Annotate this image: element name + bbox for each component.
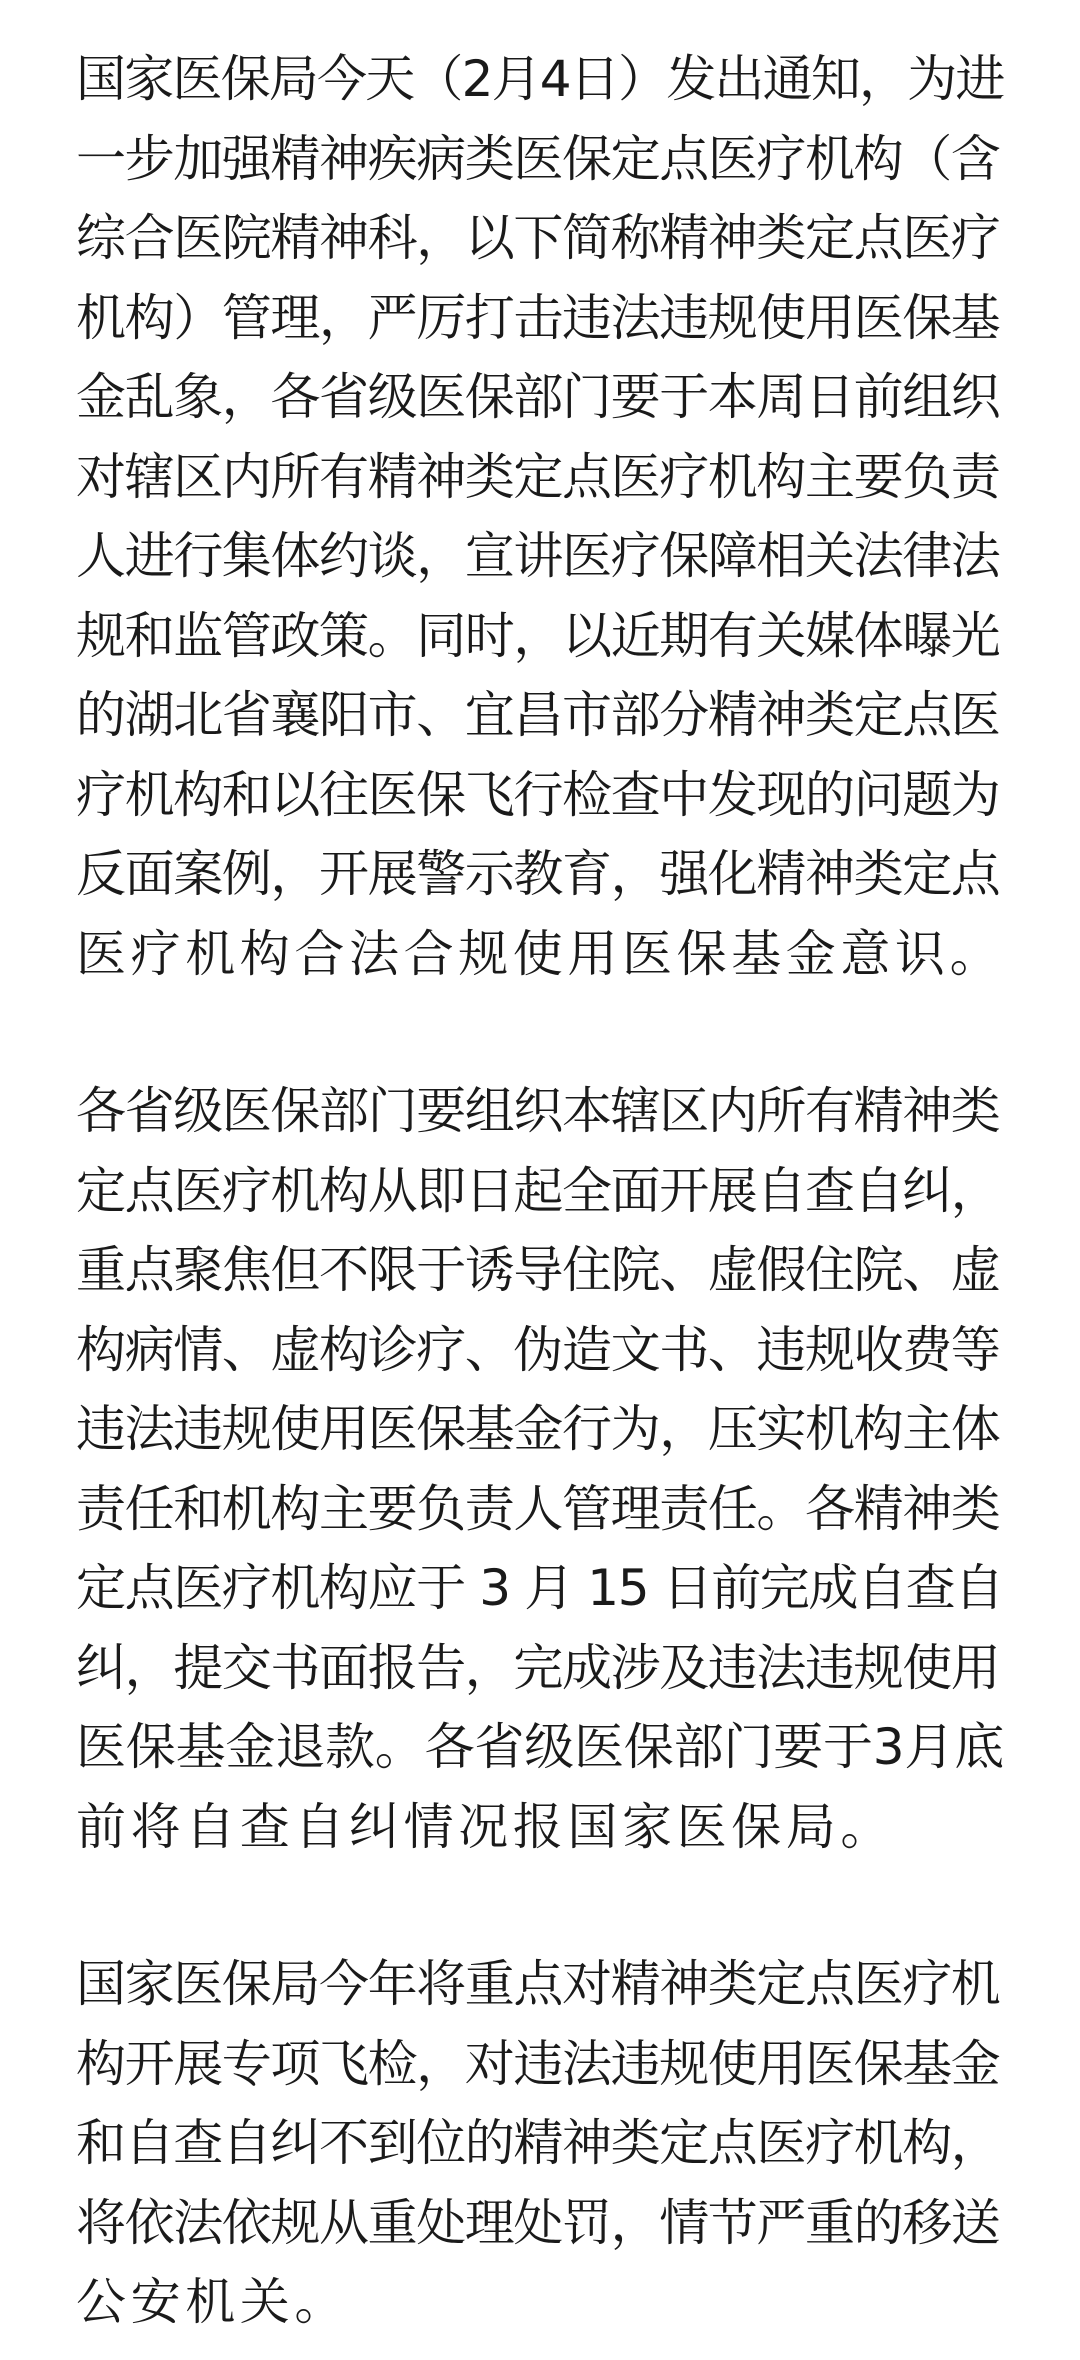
- text-line: 综合医院精神科，以下简称精神类定点医疗: [76, 209, 1000, 267]
- paragraph-2: [76, 1072, 1006, 1867]
- text-line: 一步加强精神疾病类医保定点医疗机构（含: [76, 129, 1000, 188]
- text-line: 将依法依规从重处理处罚，情节严重的移送: [76, 2193, 1000, 2252]
- text-line: 机构）管理，严厉打击违法违规使用医保基: [76, 288, 1000, 347]
- text-line: 前将自查自纠情况报国家医保局。: [76, 1797, 895, 1856]
- text-line: 违法违规使用医保基金行为，压实机构主体: [76, 1400, 1000, 1458]
- text-line: 金乱象，各省级医保部门要于本周日前组织: [76, 368, 1000, 426]
- paragraph-3: [76, 1945, 1006, 2343]
- text-line: 构开展专项飞检，对违法违规使用医保基金: [76, 2034, 1000, 2093]
- text-line: 的湖北省襄阳市、宜昌市部分精神类定点医: [76, 686, 1000, 744]
- paragraph-1: [76, 40, 1006, 994]
- text-line: 定点医疗机构从即日起全面开展自查自纠，: [76, 1161, 1000, 1220]
- text-line: 反面案例，开展警示教育，强化精神类定点: [76, 845, 1000, 903]
- text-line: 人进行集体约谈，宣讲医疗保障相关法律法: [76, 527, 1000, 585]
- text-line: 疗机构和以往医保飞行检查中发现的问题为: [76, 765, 1000, 824]
- text-line: 构病情、虚构诊疗、伪造文书、违规收费等: [76, 1320, 1000, 1379]
- text-line: 医保基金退款。各省级医保部门要于3月底: [76, 1718, 1005, 1776]
- text-line: 和自查自纠不到位的精神类定点医疗机构，: [76, 2114, 1000, 2172]
- text-line: 医疗机构合法合规使用医保基金意识。: [76, 924, 1005, 983]
- article-body: [76, 40, 1006, 2343]
- text-line: 国家医保局今年将重点对精神类定点医疗机: [76, 1955, 1000, 2013]
- text-line: 责任和机构主要负责人管理责任。各精神类: [76, 1479, 1000, 1538]
- text-line: 各省级医保部门要组织本辖区内所有精神类: [76, 1082, 1000, 1140]
- text-line: 规和监管政策。同时，以近期有关媒体曝光: [76, 606, 1000, 665]
- text-line: 公安机关。: [76, 2273, 349, 2331]
- text-line: 纠，提交书面报告，完成涉及违法违规使用: [76, 1638, 1000, 1697]
- text-line: 国家医保局今天（2月4日）发出通知，为进: [76, 50, 1004, 108]
- text-line: 对辖区内所有精神类定点医疗机构主要负责: [76, 447, 1000, 506]
- text-line: 定点医疗机构应于 3 月 15 日前完成自查自: [76, 1559, 1003, 1617]
- text-line: 重点聚焦但不限于诱导住院、虚假住院、虚: [76, 1241, 1000, 1299]
